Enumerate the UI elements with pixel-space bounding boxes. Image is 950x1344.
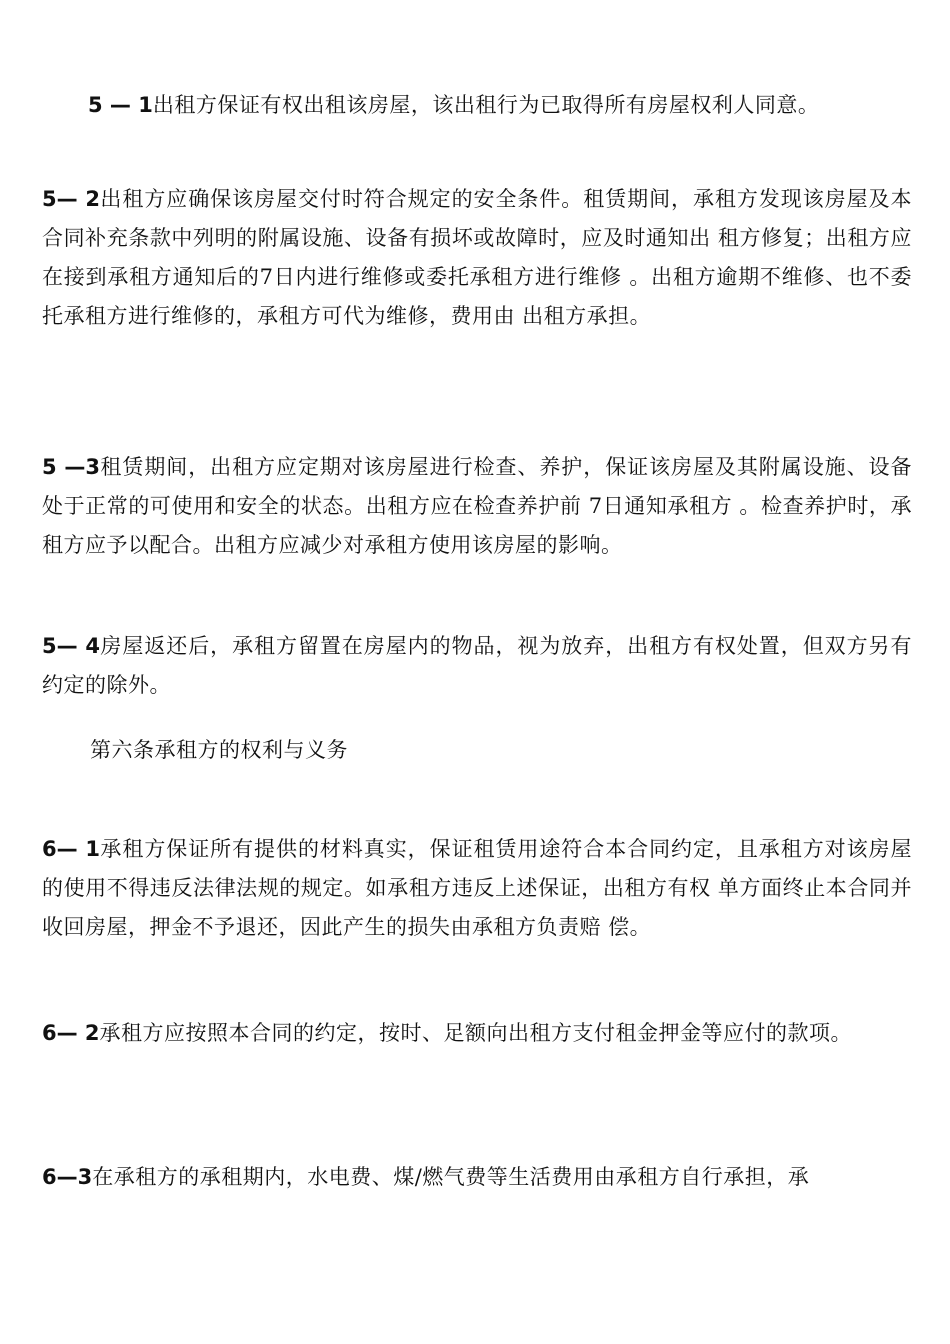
clause-6-2 — [42, 1014, 912, 1053]
clause-text: 租赁期间，出租方应定期对该房屋进行检查、养护，保证该房屋及其附属设施、设备处于正常的可使用和安全的状态。出租方应在检查养护前 7日通知承租方 。检查养护时，承租方应予以配合。出租方应减少对承租方使用该房屋的影响。 — [42, 455, 912, 557]
clause-number: 6— 1 — [42, 837, 100, 861]
clause-5-1 — [88, 86, 918, 125]
section-heading-6: 第六条承租方的权利与义务 — [90, 738, 348, 762]
clause-number: 5 —3 — [42, 455, 100, 479]
clause-number: 5 — 1 — [88, 93, 153, 117]
clause-5-4 — [42, 627, 912, 705]
clause-number: 6— 2 — [42, 1021, 100, 1045]
clause-text: 承租方应按照本合同的约定，按时、足额向出租方支付租金押金等应付的款项。 — [99, 1021, 853, 1045]
clause-number: 5— 2 — [42, 187, 100, 211]
clause-5-2 — [42, 180, 912, 336]
clause-text: 承租方保证所有提供的材料真实，保证租赁用途符合本合同约定，且承租方对该房屋的使用不得违反法律法规的规定。如承租方违反上述保证，出租方有权 单方面终止本合同并收回房屋，押金不予退还，因此产生的损失由承租方负责赔 偿。 — [42, 837, 912, 939]
clause-number: 6—3 — [42, 1165, 93, 1189]
clause-6-1 — [42, 830, 912, 947]
clause-text: 在承租方的承租期内，水电费、煤/燃气费等生活费用由承租方自行承担，承 — [92, 1165, 810, 1189]
clause-text: 出租方保证有权出租该房屋，该出租行为已取得所有房屋权利人同意。 — [152, 93, 820, 117]
clause-5-3 — [42, 448, 912, 565]
clause-text: 出租方应确保该房屋交付时符合规定的安全条件。租赁期间，承租方发现该房屋及本合同补充条款中列明的附属设施、设备有损坏或故障时，应及时通知出 租方修复；出租方应在接到承租方通知后的7日内进行维修或委托承租方进行维修 。出租方逾期不维修、也不委托承租方进行维修的，承租方可代为维修，费用由 出租方承担。 — [42, 187, 912, 328]
clause-6-3 — [42, 1158, 912, 1197]
clause-text: 房屋返还后，承租方留置在房屋内的物品，视为放弃，出租方有权处置，但双方另有约定的除外。 — [42, 634, 912, 697]
clause-number: 5— 4 — [42, 634, 100, 658]
